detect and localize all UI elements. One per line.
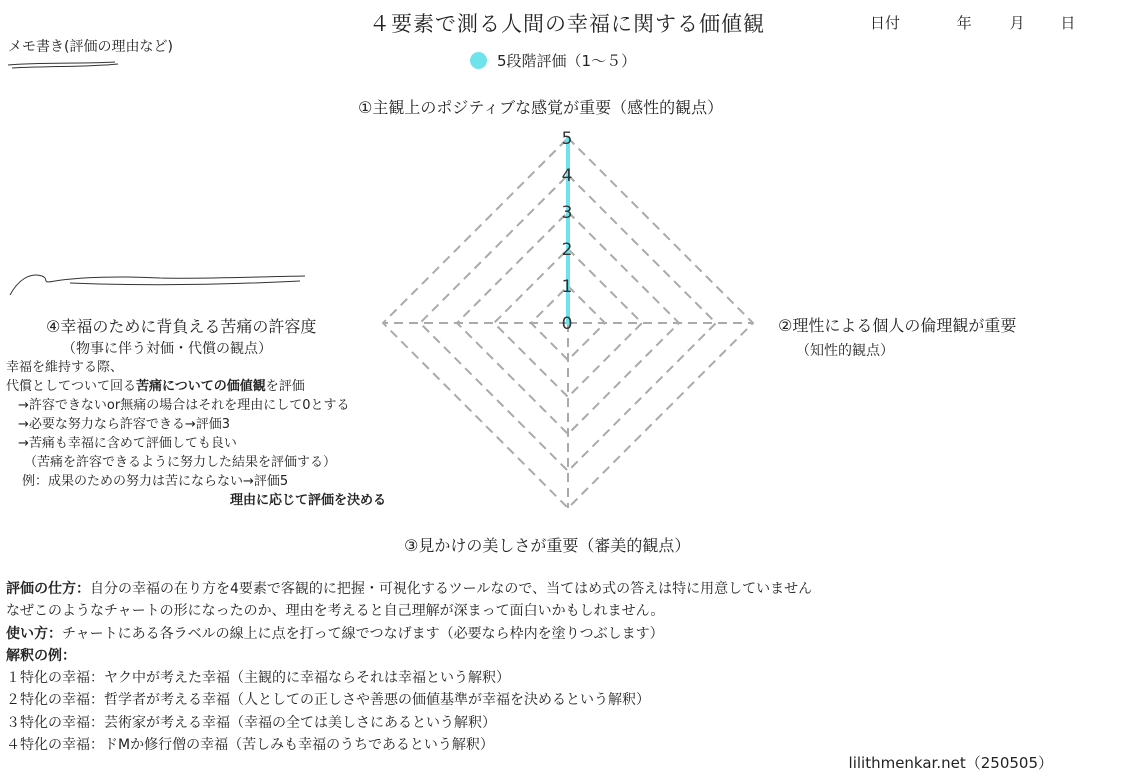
axis-label-bottom: ③見かけの美しさが重要（審美的観点） [404,536,691,555]
note-fragment: を評価 [265,379,305,394]
axis-label-right: ②理性による個人の倫理観が重要 [778,316,1017,335]
bottom-notes [6,578,812,756]
axis-sublabel-left: （物事に伴う対価・代償の観点） [62,341,272,357]
tick-label-5: 5 [561,129,573,149]
tick-label-3: 3 [561,203,573,223]
axis-label-left: ④幸福のために背負える苦痛の許容度 [46,317,317,336]
note-heading: 解釈の例： [6,647,76,664]
note-line [6,578,812,600]
note-emphasis: 苦痛についての価値観 [136,379,266,394]
date-month: 月 [1009,14,1025,32]
note-line: →必要な努力なら許容できる→評価3 [18,417,231,432]
tick-label-0: 0 [561,314,573,334]
legend-label: 5段階評価（1〜５） [497,52,637,70]
squiggle-left-decoration [10,275,305,295]
note-line: （苦痛を許容できるように努力した結果を評価する） [24,455,337,470]
note-fragment: 代償としてついて回る [6,379,137,394]
squiggle-top-decoration [8,62,118,68]
tick-label-1: 1 [561,277,573,297]
note-line: なぜこのようなチャートの形になったのか、理由を考えると自己理解が深まって面白いかもしれません。 [6,603,665,620]
note-heading: 使い方： [6,625,62,642]
axis-label-top: ①主観上のポジティブな感覚が重要（感性的観点） [358,98,724,117]
note-line: →苦痛も幸福に含めて評価しても良い [18,436,237,451]
tick-label-4: 4 [561,166,573,186]
note-heading: 評価の仕方： [6,581,90,597]
note-line: ４特化の幸福：ドMか修行僧の幸福（苦しみも幸福のうちであるという解釈） [6,737,494,754]
memo-label: メモ書き(評価の理由など) [8,39,173,55]
note-line: 幸福を維持する際、 [6,360,124,375]
note-line: １特化の幸福：ヤク中が考えた幸福（主観的に幸福ならそれは幸福という解釈） [6,670,510,687]
date-year: 年 [956,14,972,32]
note-line [6,623,812,645]
note-line: →許容できないor無痛の場合はそれを理由にして0とする [18,398,350,413]
left-notes [6,358,386,510]
note-line: 理由に応じて評価を決める [230,493,387,508]
page-title: ４要素で測る人間の幸福に関する価値観 [369,12,765,36]
note-text: 自分の幸福の在り方を4要素で客観的に把握・可視化するツールなので、当てはめ式の答えは特に用意していません [90,581,813,597]
tick-label-2: 2 [561,240,573,260]
note-line: 例：成果のための努力は苦にならない→評価5 [22,474,289,489]
note-line [6,645,812,667]
axis-sublabel-right: （知性的観点） [796,343,894,359]
note-text: チャートにある各ラベルの線上に点を打って線でつなげます（必要なら枠内を塗りつぶします） [62,625,664,642]
date-label: 日付 [870,14,901,32]
note-line: ３特化の幸福：芸術家が考える幸福（幸福の全ては美しさにあるという解釈） [6,714,496,731]
note-line: ２特化の幸福：哲学者が考える幸福（人としての正しさや善悪の価値基準が幸福を決めるという解釈） [6,692,650,709]
note-line [6,377,386,396]
date-day: 日 [1060,14,1076,32]
footer-credit: lilithmenkar.net（250505） [848,754,1053,772]
